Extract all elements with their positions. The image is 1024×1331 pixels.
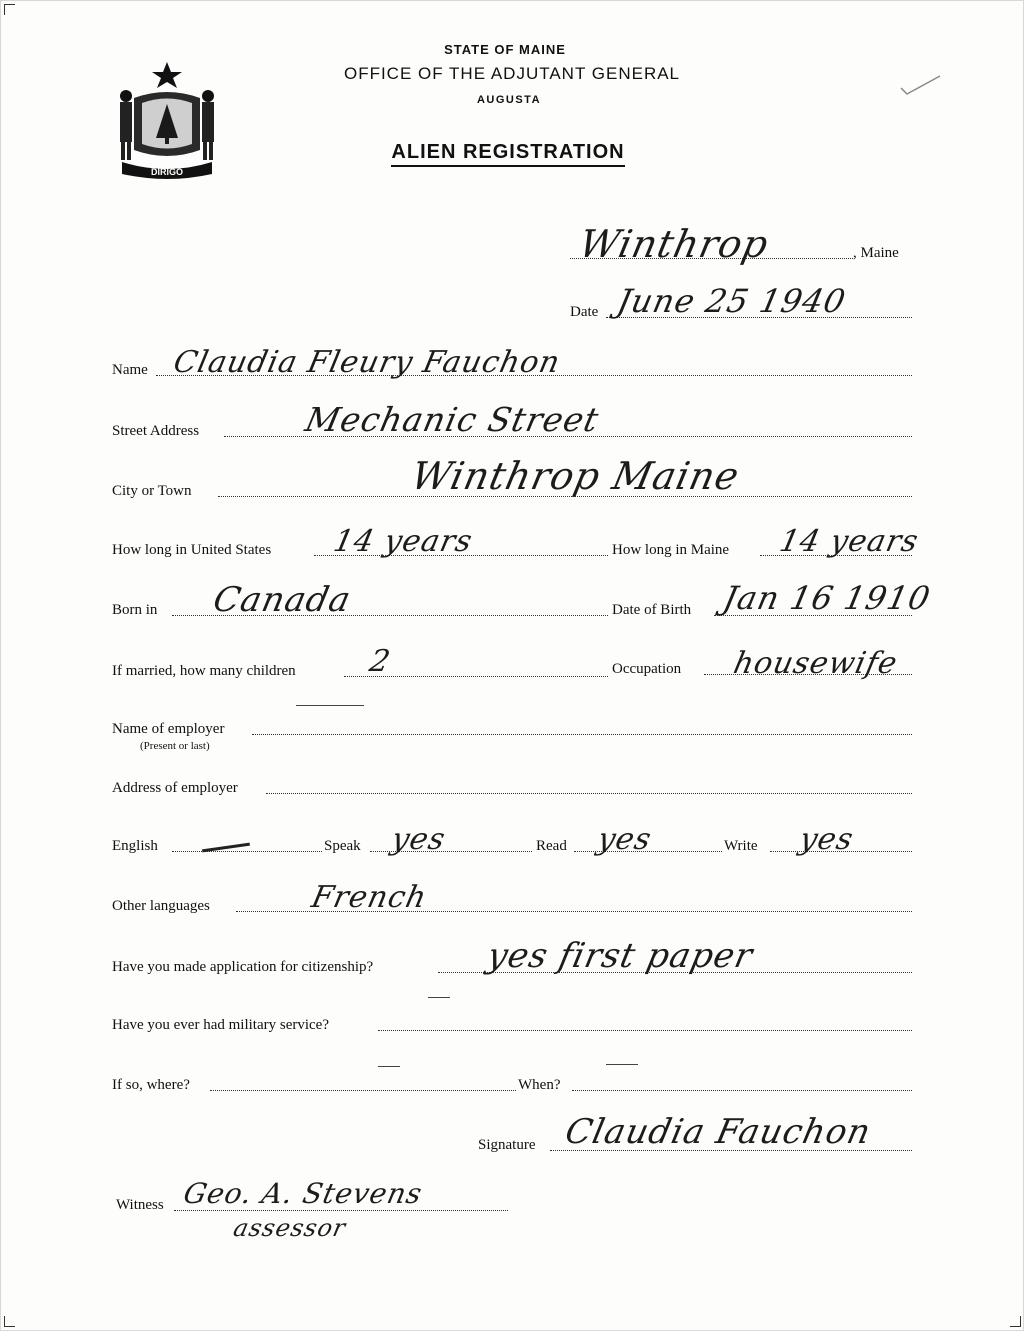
military-line [378,1030,912,1031]
witness-label: Witness [116,1197,164,1213]
date-value: June 25 1940 [613,282,850,320]
header-office: OFFICE OF THE ADJUTANT GENERAL [343,64,681,83]
street-label: Street Address [112,423,200,439]
children-dash [296,705,364,706]
write-label: Write [724,838,758,854]
header-state: STATE OF MAINE [444,42,566,57]
form-title-text: ALIEN REGISTRATION [391,141,624,167]
occupation-value: housewife [730,646,901,681]
name-label: Name [112,362,148,378]
dob-label: Date of Birth [612,602,692,618]
employer-address-line [266,793,912,794]
employer-label: Name of employer [112,721,225,737]
witness-value: Geo. A. Stevens [180,1177,426,1210]
children-value: 2 [366,644,394,679]
when-label: When? [518,1077,561,1093]
children-label: If married, how many children [112,663,296,679]
employer-address-label: Address of employer [112,780,238,796]
speak-label: Speak [324,838,361,854]
corner-mark-top-left [4,4,15,15]
maine-years-value: 14 years [776,524,922,559]
occupation-label: Occupation [612,661,682,677]
english-line [172,851,322,852]
us-years-value: 14 years [330,524,476,559]
city-value: Winthrop Maine [407,454,744,498]
street-value: Mechanic Street [301,400,603,439]
form-title [0,141,1016,164]
city-label: City or Town [112,483,192,499]
citizenship-dash [428,997,450,998]
read-label: Read [536,838,567,854]
corner-mark-bottom-left [4,1316,15,1327]
place-value: Winthrop [575,222,773,266]
maine-years-label: How long in Maine [612,542,730,558]
english-label: English [112,838,158,854]
born-label: Born in [112,602,158,618]
date-label: Date [570,304,599,320]
signature-value: Claudia Fauchon [561,1112,875,1152]
military-label: Have you ever had military service? [112,1017,329,1033]
us-years-label: How long in United States [112,542,272,558]
languages-label: Other languages [112,898,210,914]
languages-value: French [308,880,431,915]
write-value: yes [796,822,857,857]
signature-label: Signature [478,1137,536,1153]
where-dash [378,1066,400,1067]
place-suffix: , Maine [853,245,899,261]
employer-line [252,734,912,735]
citizenship-label: Have you made application for citizenship? [112,959,374,975]
born-value: Canada [209,580,355,620]
header-city: AUGUSTA [476,94,542,106]
name-value: Claudia Fleury Fauchon [170,345,564,380]
citizenship-value: yes first paper [483,936,757,976]
where-line [210,1090,516,1091]
speak-value: yes [388,822,449,857]
when-line [572,1090,912,1091]
employer-sublabel: (Present or last) [140,740,210,752]
when-dash [606,1064,638,1065]
where-label: If so, where? [112,1077,190,1093]
dob-value: Jan 16 1910 [719,579,935,617]
witness-title: assessor [231,1214,349,1242]
read-value: yes [594,822,655,857]
seal-motto: DIRIGO [150,167,184,177]
corner-mark-bottom-right [1010,1316,1021,1327]
